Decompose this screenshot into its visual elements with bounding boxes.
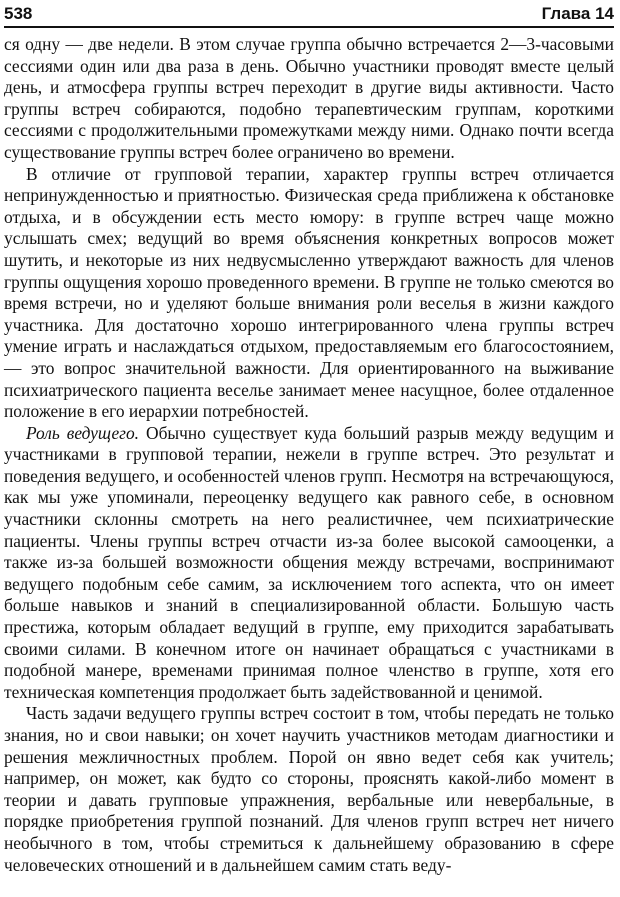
header-rule xyxy=(4,26,614,28)
paragraph-3 xyxy=(4,423,614,704)
paragraph-text: ся одну — две недели. В этом случае группа обычно встречается 2—3-часовыми сессиями один или два раза в день. Обычно участники проводят вместе целый день, и атмосфера группы встреч переходит в другие виды активности. Часто группы встреч собираются, подобно терапевтическим группам, короткими сессиями с продолжительными промежутками между ними. Однако почти всегда существование группы встреч более ограничено во времени. xyxy=(4,34,614,162)
running-head xyxy=(4,0,614,24)
paragraph-text: Обычно существует куда больший разрыв между ведущим и участниками в групповой терапии, нежели в группе встреч. Это результат и поведения ведущего, и особенностей членов групп. Несмотря на встречающуюся, как мы уже упоминали, переоценку ведущего как равного себе, в основном участники склонны смотреть на него реалистичнее, чем психиатрические пациенты. Члены группы встреч отчасти из-за более высокой самооценки, а также из-за большей возможности общения между встречами, воспринимают ведущего подобным себе самим, за исключением того аспекта, что он имеет больше навыков и знаний в специализированной области. Большую часть престижа, которым обладает ведущий в группе, ему приходится зарабатывать своими силами. В конечном итоге он начинает обращаться с участниками в подобной манере, временами принимая полное членство в группе, хотя его техническая компетенция продолжает быть задействованной и ценимой. xyxy=(4,422,614,702)
paragraph-text: Часть задачи ведущего группы встреч состоит в том, чтобы передать не только знания, но и свои навыки; он хочет научить участников методам диагностики и решения межличностных проблем. Порой он явно ведет себя как учитель; например, он может, как будто со стороны, прояснять какой-либо момент в теории и давать групповые упражнения, вербальные или невербальные, в порядке приобретения группой познаний. Для членов групп встреч нет ничего необычного в том, чтобы стремиться к дальнейшему образованию в сфере человеческих отношений и в дальнейшем самим стать веду- xyxy=(4,703,614,875)
paragraph-2 xyxy=(4,164,614,423)
paragraph-text: В отличие от групповой терапии, характер группы встреч отличается непринужденностью и приятностью. Физическая среда приближена к обстановке отдыха, и в обсуждении есть место юмору: в группе встреч чаще можно услышать смех; ведущий во время объяснения конкретных вопросов может шутить, и некоторые из них недвусмысленно утверждают важность для членов группы ощущения хорошо проведенного времени. В группе не только смеются во время встречи, но и уделяют больше внимания роли веселья в жизни каждого участника. Для достаточно хорошо интегрированного члена группы встреч умение играть и наслаждаться отдыхом, предоставляемым его благосостоянием, — это вопрос значительной важности. Для ориентированного на выживание психиатрического пациента веселье занимает менее насущное, более отдаленное положение в его иерархии потребностей. xyxy=(4,163,614,422)
body-text xyxy=(4,34,614,876)
chapter-title: Глава 14 xyxy=(541,4,614,23)
paragraph-lead-italic: Роль ведущего. xyxy=(26,422,139,443)
paragraph-1 xyxy=(4,34,614,164)
page-number: 538 xyxy=(4,4,33,23)
paragraph-4 xyxy=(4,703,614,876)
